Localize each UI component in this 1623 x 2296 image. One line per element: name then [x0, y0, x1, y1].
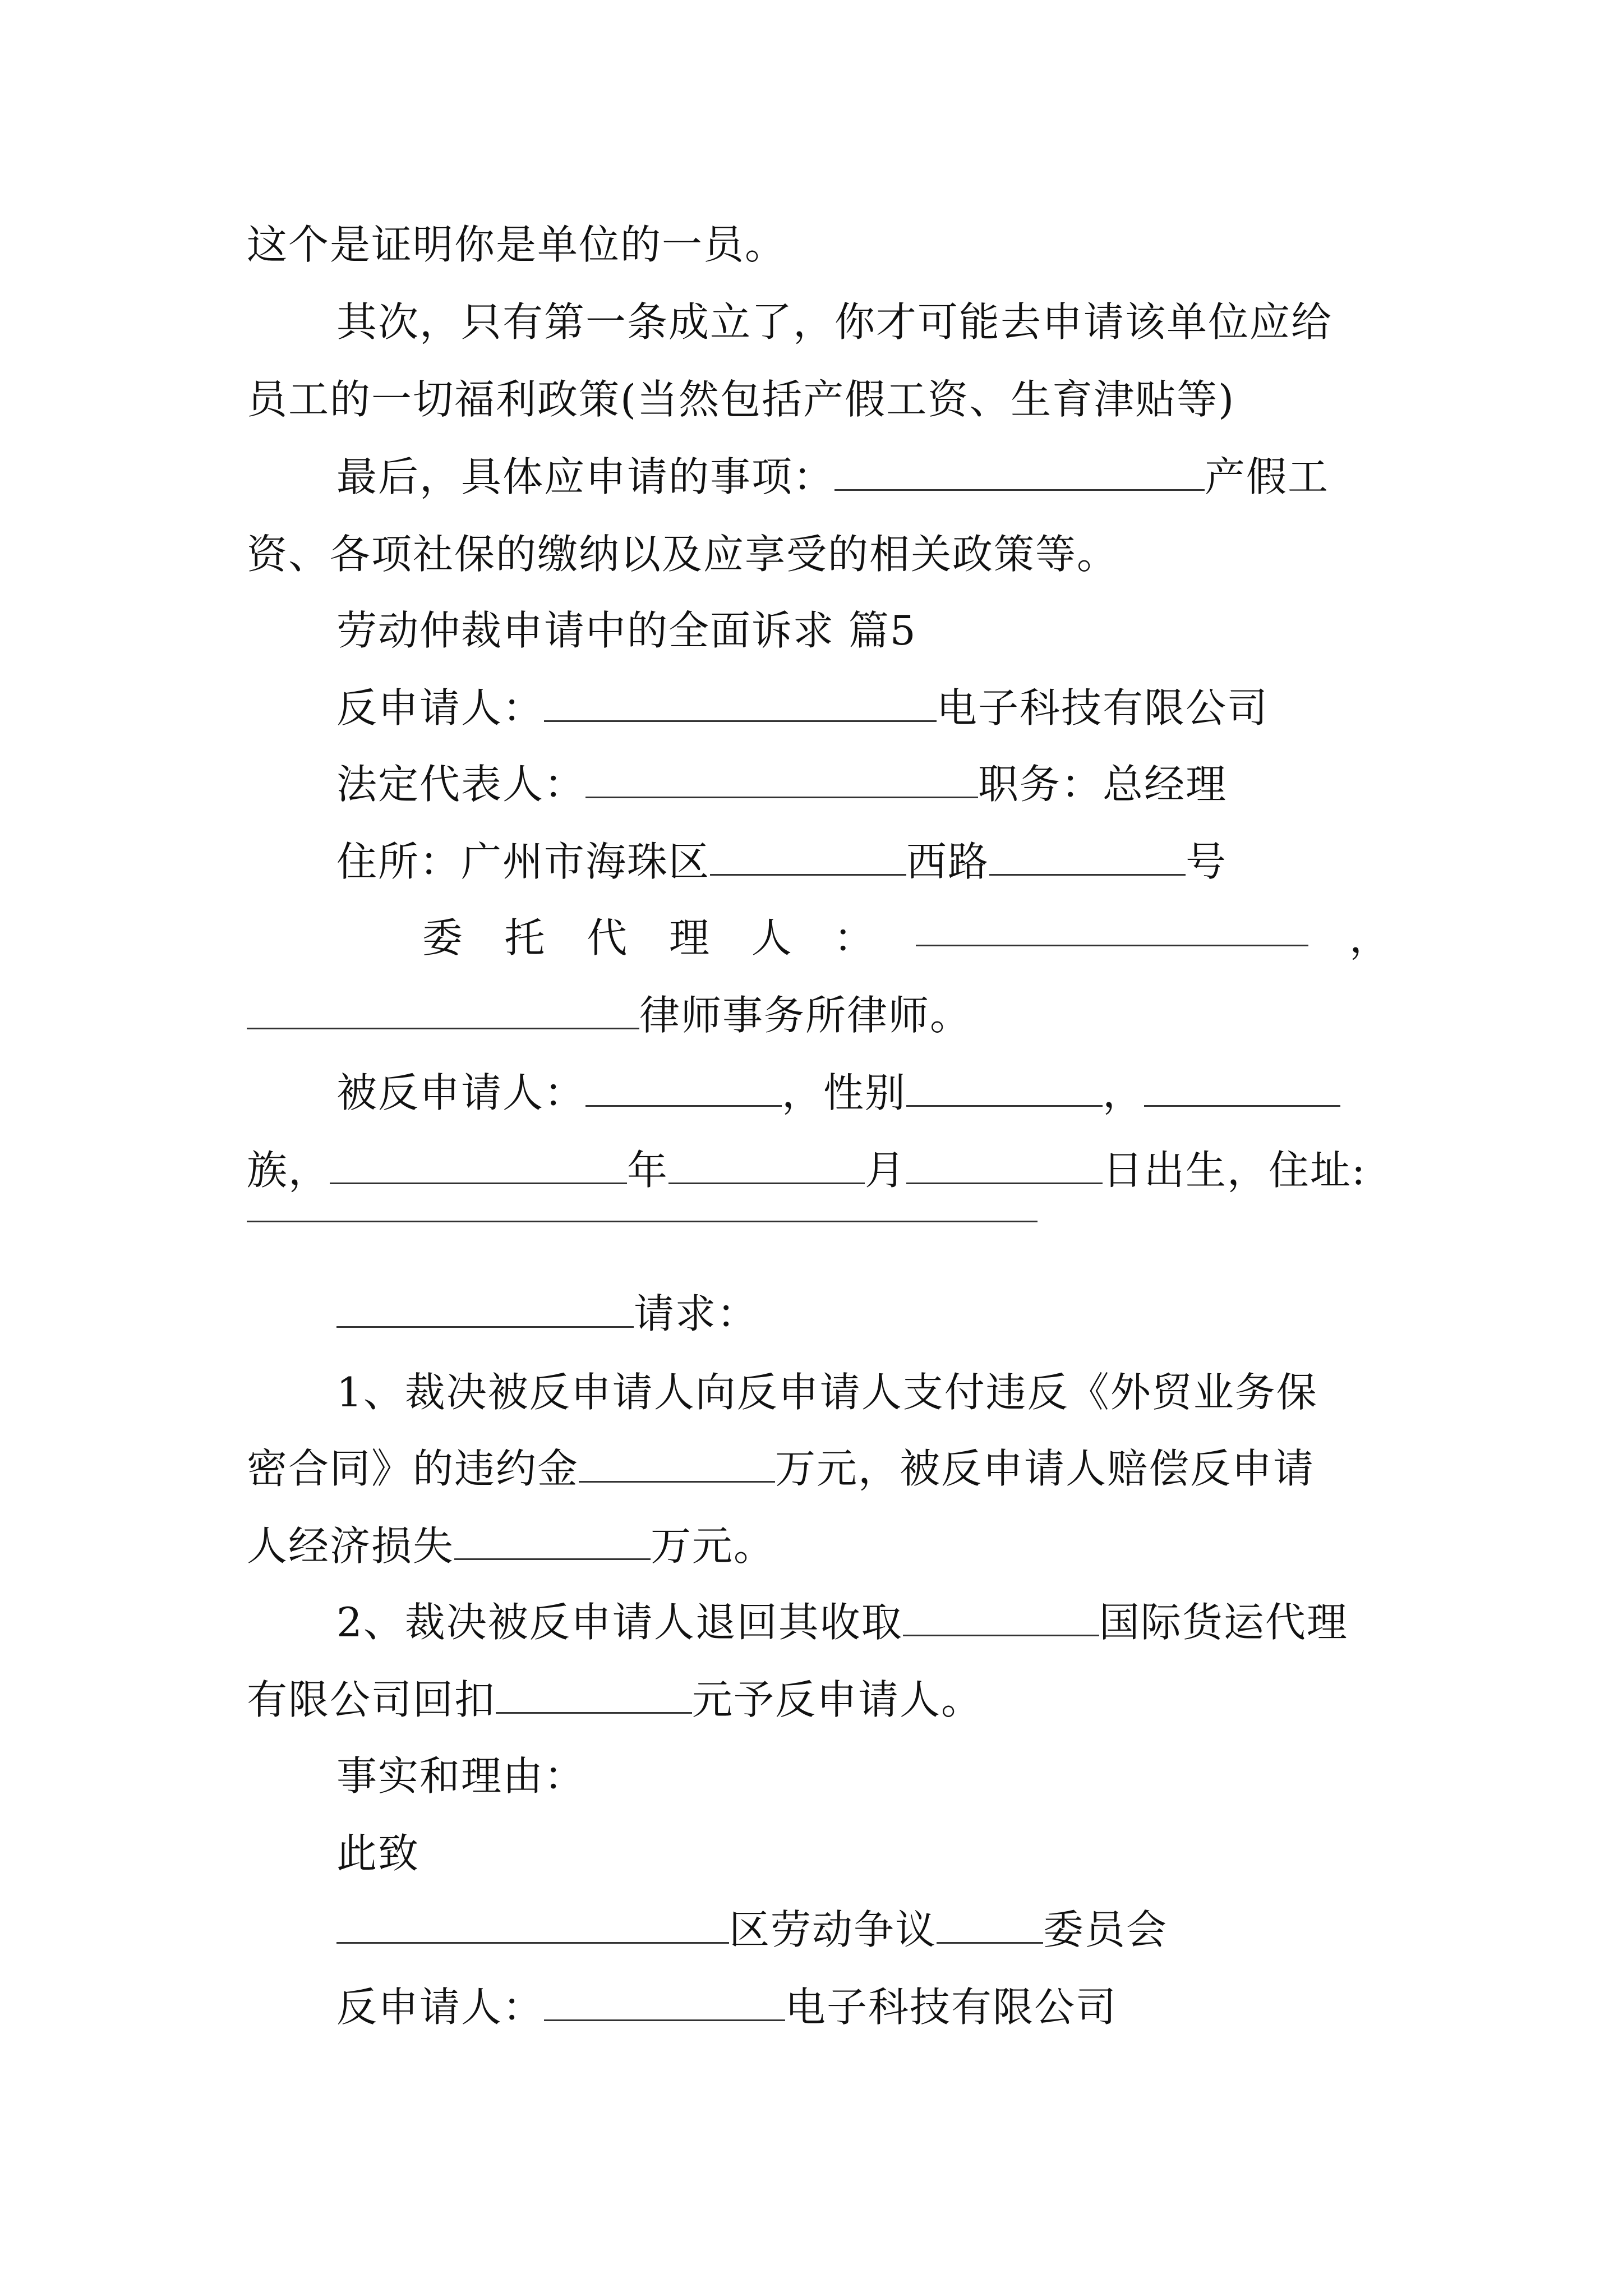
blank-field	[668, 1148, 865, 1184]
respondent-line: 被反申请人： ，性别 ，	[336, 1065, 1391, 1121]
blank-field	[336, 1291, 634, 1328]
request-item-1: 1、裁决被反申请人向反申请人支付违反《外贸业务保	[336, 1369, 1318, 1416]
paragraph-line: 其次，只有第一条成立了，你才可能去申请该单位应给	[336, 298, 1333, 346]
paragraph-line: 这个是证明你是单位的一员。	[247, 221, 787, 268]
address-blank-line	[247, 1221, 1038, 1222]
paragraph-line: 最后，具体应申请的事项： 产假工	[336, 453, 1330, 500]
signature-line: 反申请人： 电子科技有限公司	[336, 1984, 1118, 2031]
blank-field	[585, 1070, 782, 1107]
request-item-1-cont: 人经济损失 万元。	[247, 1522, 776, 1570]
applicant-line: 反申请人： 电子科技有限公司	[336, 684, 1269, 731]
paragraph-line: 资、各项社保的缴纳以及应享受的相关政策等。	[247, 531, 1119, 578]
blank-field	[937, 1907, 1043, 1944]
blank-field	[330, 1148, 627, 1184]
blank-field	[989, 839, 1186, 876]
agent-line: 委 托 代 理 人 ： ，	[336, 910, 1391, 966]
blank-field	[916, 910, 1308, 946]
blank-field	[579, 1446, 775, 1483]
blank-field	[710, 839, 906, 876]
section-heading: 劳动仲裁申请中的全面诉求 篇5	[336, 607, 917, 654]
facts-heading: 事实和理由：	[336, 1752, 586, 1800]
salutation: 此致	[336, 1830, 420, 1877]
legal-rep-line: 法定代表人： 职务：总经理	[336, 761, 1228, 808]
blank-field	[544, 685, 937, 722]
address-line: 住所：广州市海珠区 西路 号	[336, 838, 1228, 885]
blank-field	[906, 1070, 1103, 1107]
blank-field	[544, 1985, 785, 2021]
request-item-2-cont: 有限公司回扣 元予反申请人。	[247, 1676, 983, 1723]
request-heading: 请求：	[336, 1286, 1391, 1342]
blank-field	[1144, 1070, 1340, 1107]
blank-field	[906, 1148, 1103, 1184]
blank-field	[903, 1600, 1099, 1636]
blank-field	[496, 1677, 692, 1714]
blank-field	[585, 762, 978, 798]
request-item-1-cont: 密合同》的违约金 万元，被反申请人赔偿反申请	[247, 1445, 1315, 1492]
blank-field	[336, 1907, 729, 1944]
paragraph-line: 员工的一切福利政策(当然包括产假工资、生育津贴等)	[247, 376, 1235, 423]
blank-field	[247, 993, 639, 1029]
agent-line-cont: 律师事务所律师。	[247, 987, 1391, 1043]
blank-field	[454, 1524, 651, 1560]
request-item-2: 2、裁决被反申请人退回其收取 国际货运代理	[336, 1599, 1348, 1646]
respondent-line-cont: 族， 年 月 日出生，住址:	[247, 1147, 1367, 1194]
blank-field	[834, 454, 1205, 491]
addressee-line: 区劳动争议 委员会	[336, 1902, 1391, 1958]
